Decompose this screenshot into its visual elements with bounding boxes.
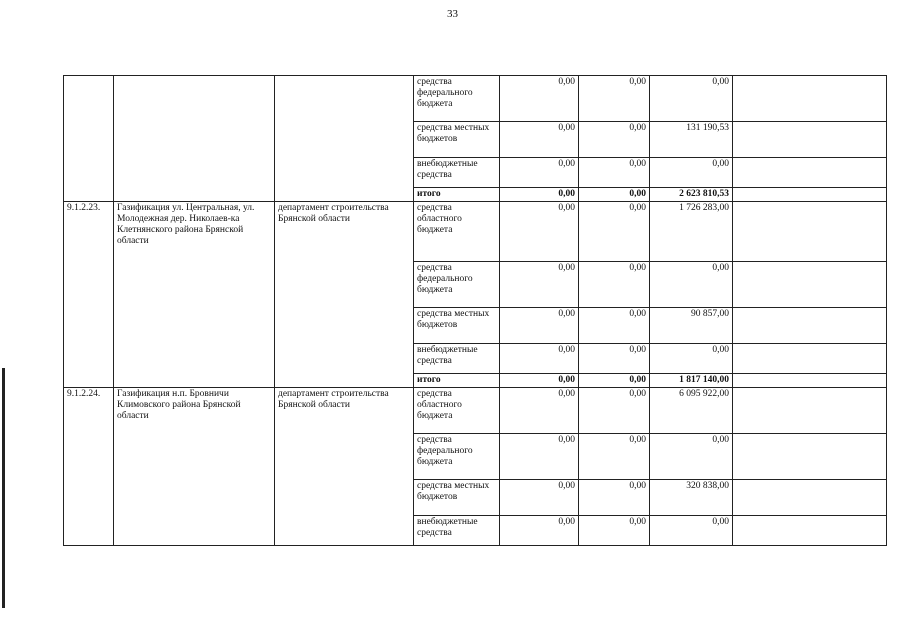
note-cell xyxy=(733,388,887,434)
amount-cell-2: 0,00 xyxy=(579,388,650,434)
amount-cell-3: 131 190,53 xyxy=(650,122,733,158)
amount-cell-1: 0,00 xyxy=(500,344,579,374)
amount-cell-2: 0,00 xyxy=(579,262,650,308)
note-cell xyxy=(733,122,887,158)
amount-cell-2: 0,00 xyxy=(579,374,650,388)
amount-cell-1: 0,00 xyxy=(500,516,579,546)
note-cell xyxy=(733,76,887,122)
executor-cell xyxy=(275,76,414,202)
amount-cell-2: 0,00 xyxy=(579,158,650,188)
amount-cell-2: 0,00 xyxy=(579,122,650,158)
executor-cell: департамент строительства Брянской области xyxy=(275,388,414,546)
funding-source-cell: внебюджетные средства xyxy=(414,516,500,546)
table-row xyxy=(64,388,887,434)
amount-cell-1: 0,00 xyxy=(500,122,579,158)
amount-cell-3: 1 726 283,00 xyxy=(650,202,733,262)
note-cell xyxy=(733,434,887,480)
item-name-cell: Газификация н.п. Бровничи Климовского района Брянской области xyxy=(114,388,275,546)
funding-source-cell: средства местных бюджетов xyxy=(414,122,500,158)
amount-cell-3: 0,00 xyxy=(650,158,733,188)
amount-cell-2: 0,00 xyxy=(579,434,650,480)
funding-source-cell: итого xyxy=(414,374,500,388)
amount-cell-1: 0,00 xyxy=(500,480,579,516)
amount-cell-2: 0,00 xyxy=(579,188,650,202)
budget-table xyxy=(63,75,887,546)
funding-source-cell: средства местных бюджетов xyxy=(414,308,500,344)
budget-table-body xyxy=(64,76,887,546)
amount-cell-1: 0,00 xyxy=(500,202,579,262)
item-name-cell: Газификация ул. Центральная, ул. Молодежная дер. Николаев-ка Клетнянского района Брянской области xyxy=(114,202,275,388)
funding-source-cell: средства областного бюджета xyxy=(414,388,500,434)
funding-source-cell: средства областного бюджета xyxy=(414,202,500,262)
amount-cell-1: 0,00 xyxy=(500,262,579,308)
amount-cell-3: 2 623 810,53 xyxy=(650,188,733,202)
funding-source-cell: средства федерального бюджета xyxy=(414,262,500,308)
note-cell xyxy=(733,480,887,516)
table-row xyxy=(64,202,887,262)
amount-cell-1: 0,00 xyxy=(500,434,579,480)
amount-cell-1: 0,00 xyxy=(500,388,579,434)
note-cell xyxy=(733,516,887,546)
amount-cell-2: 0,00 xyxy=(579,76,650,122)
amount-cell-3: 6 095 922,00 xyxy=(650,388,733,434)
amount-cell-2: 0,00 xyxy=(579,516,650,546)
amount-cell-1: 0,00 xyxy=(500,76,579,122)
amount-cell-2: 0,00 xyxy=(579,480,650,516)
funding-source-cell: итого xyxy=(414,188,500,202)
funding-source-cell: средства федерального бюджета xyxy=(414,76,500,122)
amount-cell-3: 0,00 xyxy=(650,434,733,480)
note-cell xyxy=(733,344,887,374)
amount-cell-1: 0,00 xyxy=(500,188,579,202)
page-number: 33 xyxy=(447,8,458,20)
amount-cell-3: 1 817 140,00 xyxy=(650,374,733,388)
funding-source-cell: внебюджетные средства xyxy=(414,344,500,374)
note-cell xyxy=(733,202,887,262)
executor-cell: департамент строительства Брянской области xyxy=(275,202,414,388)
amount-cell-1: 0,00 xyxy=(500,158,579,188)
amount-cell-1: 0,00 xyxy=(500,374,579,388)
amount-cell-1: 0,00 xyxy=(500,308,579,344)
funding-source-cell: внебюджетные средства xyxy=(414,158,500,188)
amount-cell-3: 0,00 xyxy=(650,344,733,374)
amount-cell-3: 90 857,00 xyxy=(650,308,733,344)
amount-cell-2: 0,00 xyxy=(579,308,650,344)
note-cell xyxy=(733,374,887,388)
note-cell xyxy=(733,158,887,188)
funding-source-cell: средства федерального бюджета xyxy=(414,434,500,480)
item-code-cell xyxy=(64,76,114,202)
amount-cell-3: 0,00 xyxy=(650,262,733,308)
amount-cell-3: 0,00 xyxy=(650,76,733,122)
item-code-cell: 9.1.2.23. xyxy=(64,202,114,388)
amount-cell-2: 0,00 xyxy=(579,344,650,374)
amount-cell-3: 0,00 xyxy=(650,516,733,546)
funding-source-cell: средства местных бюджетов xyxy=(414,480,500,516)
item-code-cell: 9.1.2.24. xyxy=(64,388,114,546)
table-row xyxy=(64,76,887,122)
amount-cell-2: 0,00 xyxy=(579,202,650,262)
note-cell xyxy=(733,308,887,344)
note-cell xyxy=(733,188,887,202)
scan-edge-mark xyxy=(2,368,5,608)
item-name-cell xyxy=(114,76,275,202)
note-cell xyxy=(733,262,887,308)
amount-cell-3: 320 838,00 xyxy=(650,480,733,516)
